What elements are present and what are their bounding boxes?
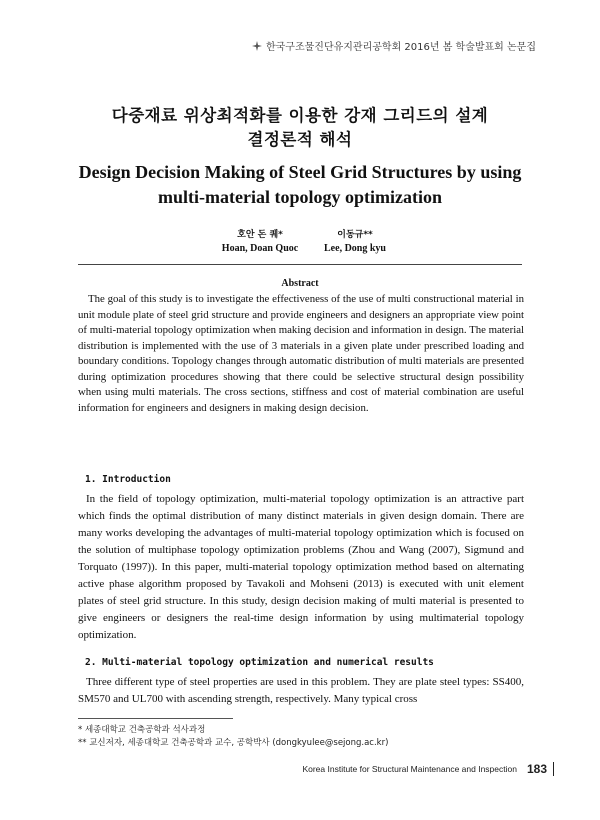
- english-title: [40, 160, 560, 210]
- author-1-english: Hoan, Doan Quoc: [221, 243, 299, 254]
- page-number: 183: [527, 762, 554, 776]
- footnotes: [78, 724, 388, 750]
- title-divider: [78, 264, 522, 265]
- footnote-1: * 세종대학교 건축공학과 석사과정: [78, 725, 206, 735]
- author-2-korean: 이동규**: [337, 230, 373, 240]
- author-1: [205, 228, 315, 256]
- section-1-heading: 1. Introduction: [85, 474, 171, 485]
- running-header: [252, 38, 536, 53]
- conference-name: 한국구조물진단유지관리공학회 2016년 봄 학술발표회 논문집: [265, 42, 536, 53]
- footnote-divider: [78, 718, 233, 719]
- footnote-2: ** 교신저자, 세종대학교 건축공학과 교수, 공학박사 (dongkyulee@sejong.ac.kr): [78, 738, 389, 748]
- section-1-text: In the field of topology optimization, multi-material topology optimization is an attractive part which finds the optimal distribution of many distinct materials in given design domain. There are many works developing the advantages of multi-material topology optimization which is focused on the solution of multiphase topology optimization problems (Zhou and Wang (2007), Sigmund and Torquato (1997)). In this paper, multi-material topology optimization method based on alternating active phase algorithm proposed by Tavakoli and Mohseni (2013) is executed with unit element plates of steel grid structure. In this study, design decision making of multi material is presented to give engineers or designers the real-time design information by using multimaterial topology optimization.: [78, 493, 524, 641]
- korean-title-line1: 다중재료 위상최적화를 이용한 강재 그리드의 설계: [111, 106, 489, 125]
- section-2-heading: 2. Multi-material topology optimization and numerical results: [85, 657, 434, 668]
- author-2-english: Lee, Dong kyu: [324, 243, 386, 254]
- section-2-text: Three different type of steel properties are used in this problem. They are plate steel types: SS400, SM570 and UL700 with ascending strength, respectively. Many typical cross: [78, 676, 524, 705]
- korean-title: [40, 104, 560, 152]
- author-2: [300, 228, 410, 256]
- footer-organization: Korea Institute for Structural Maintenance and Inspection: [302, 764, 517, 774]
- author-1-korean: 호안 돈 퀘*: [237, 230, 283, 240]
- english-title-line2: multi-material topology optimization: [158, 187, 442, 207]
- korean-title-line2: 결정론적 해석: [247, 130, 353, 149]
- page-footer: [302, 762, 554, 776]
- author-block: [0, 228, 600, 260]
- abstract-heading: Abstract: [281, 278, 319, 289]
- sparkle-logo-icon: [252, 41, 262, 51]
- abstract-text: The goal of this study is to investigate the effectiveness of the use of multi constructional material in unit module plate of steel grid structure and provide engineers and designers an appropriate view point of multi-material topology optimization when making decision and information in design. The material distribution is implemented with the use of 3 materials in a given plate under prescribed loading and boundary conditions. Topology changes through automatic distribution of multi materials are presented during optimization procedures showing that there could be selective structural design possibility when using multi materials. The cross sections, stiffness and cost of material combination are useful information for engineers and designers in making design decision.: [78, 293, 524, 414]
- english-title-line1: Design Decision Making of Steel Grid Structures by using: [78, 162, 522, 182]
